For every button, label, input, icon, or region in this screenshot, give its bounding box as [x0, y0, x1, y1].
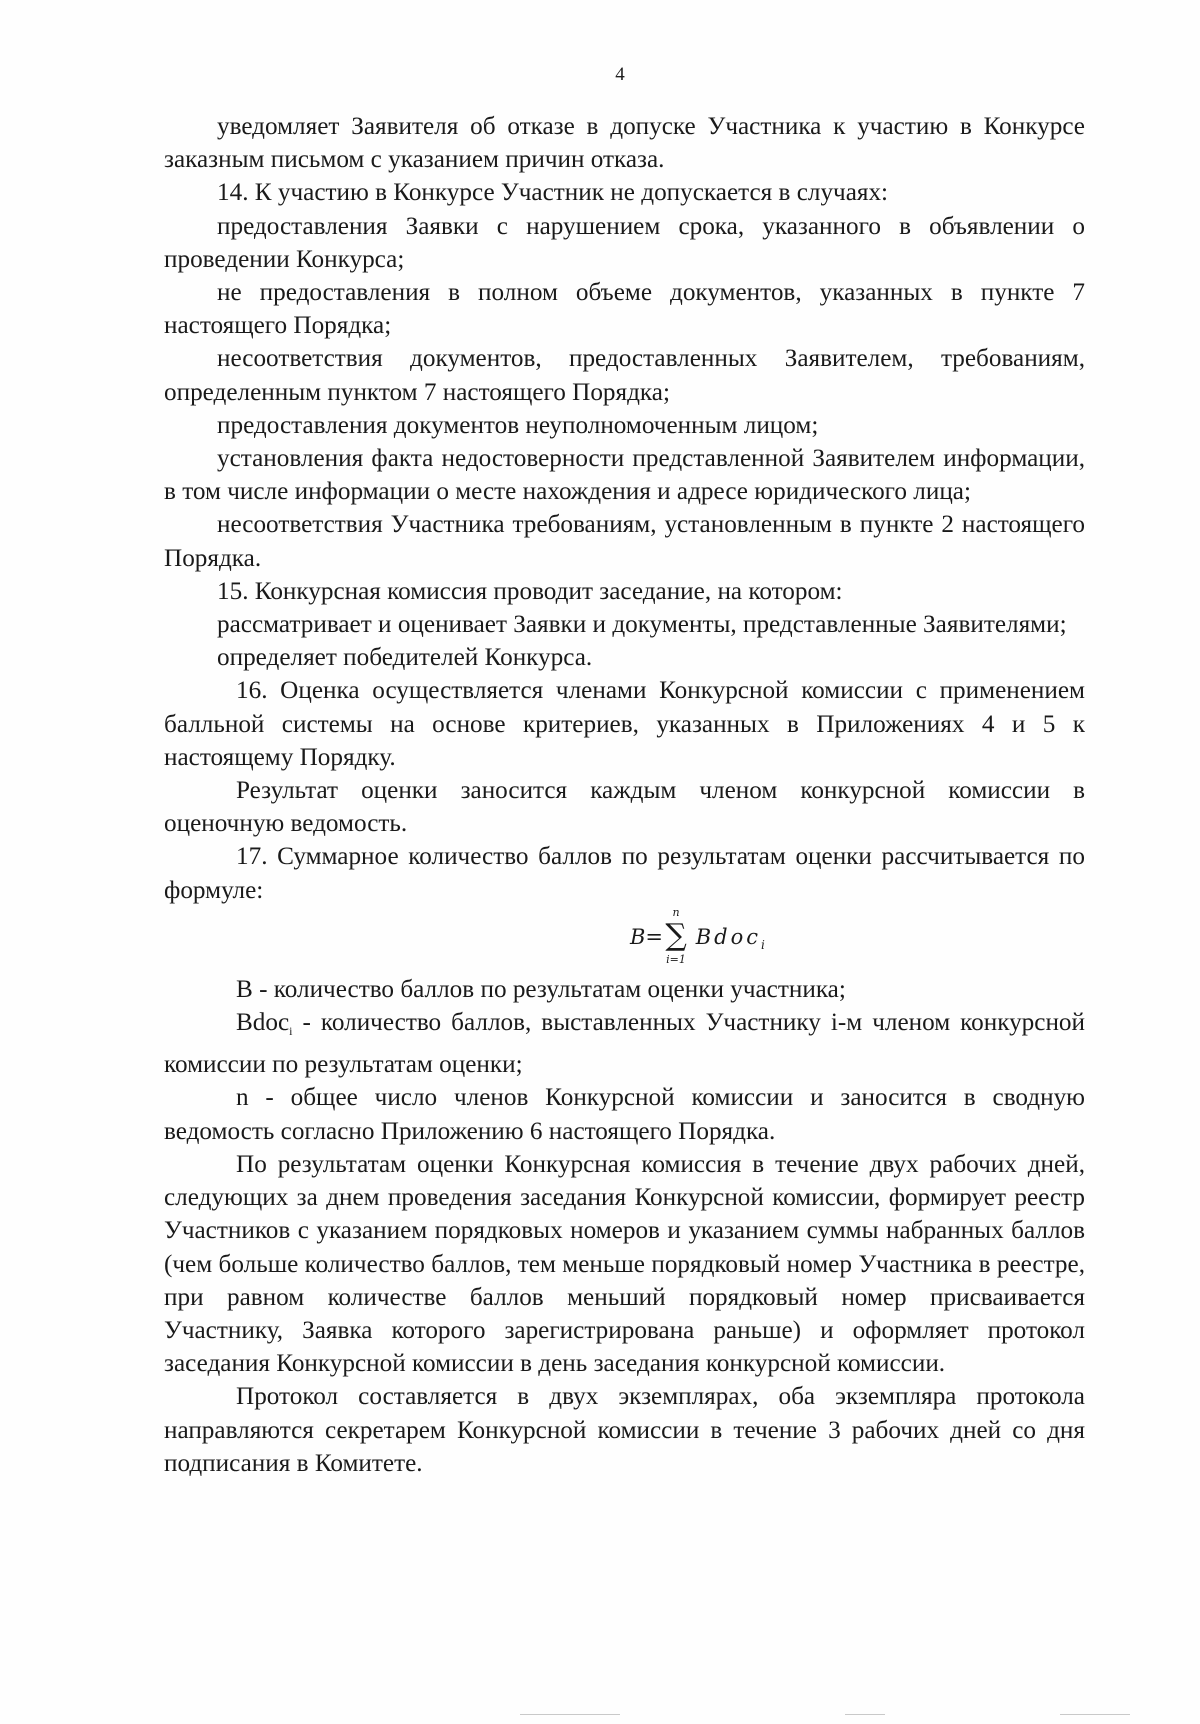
- paragraph-registry: По результатам оценки Конкурсная комиссия в течение двух рабочих дней, следующих за днем проведения заседания Конкурсной комиссии, формирует реестр Участников с указанием порядковых номеров и указанием суммы набранных баллов (чем больше количество баллов, тем меньше порядковый номер Участника в реестре, при равном количестве баллов меньший порядковый номер присваивается Участнику, Заявка которого зарегистрирована раньше) и оформляет протокол заседания Конкурсной комиссии в день заседания конкурсной комиссии.: [164, 1150, 1085, 1378]
- definition-bdoc: [164, 1006, 1085, 1081]
- sum-lower-limit: i=1: [666, 953, 686, 967]
- formula-term-subscript: i: [761, 937, 765, 952]
- definition-b: B - количество баллов по результатам оценки участника;: [236, 975, 846, 1003]
- sum-upper-limit: n: [672, 906, 680, 920]
- paragraph-participant-nonconformity: несоответствия Участника требованиям, установленным в пункте 2 настоящего Порядка.: [164, 511, 1085, 572]
- paragraph-incomplete-documents: не предоставления в полном объеме документов, указанных в пункте 7 настоящего Порядка;: [164, 279, 1085, 340]
- paragraph-refusal-notice: уведомляет Заявителя об отказе в допуске Участника к участию в Конкурсе заказным письмом с указанием причин отказа.: [164, 113, 1085, 174]
- definition-n: n - общее число членов Конкурсной комиссии и заносится в сводную ведомость согласно Приложению 6 настоящего Порядка.: [164, 1084, 1085, 1145]
- paragraph-review-applications: рассматривает и оценивает Заявки и документы, представленные Заявителями;: [217, 611, 1067, 639]
- paragraph-unauthorized-person: предоставления документов неуполномоченным лицом;: [217, 411, 819, 439]
- formula-term: Bdoc: [695, 924, 761, 949]
- paragraph-false-information: установления факта недостоверности представленной Заявителем информации, в том числе информации о месте нахождения и адресе юридического лица;: [164, 445, 1085, 506]
- formula-lhs: B=: [630, 924, 664, 949]
- scan-artifact-line: [845, 1714, 885, 1715]
- scan-artifact-line: [1060, 1714, 1130, 1715]
- bdoc-description: - количество баллов, выставленных Участнику i-м членом конкурсной комиссии по результатам оценки;: [164, 1009, 1085, 1079]
- bdoc-subscript: i: [289, 1024, 293, 1039]
- paragraph-evaluation-result: Результат оценки заносится каждым членом конкурсной комиссии в оценочную ведомость.: [164, 777, 1085, 838]
- paragraph-section-17: 17. Суммарное количество баллов по результатам оценки рассчитывается по формуле:: [164, 843, 1085, 904]
- document-body: [164, 110, 1085, 1480]
- paragraph-section-14: 14. К участию в Конкурсе Участник не допускается в случаях:: [217, 179, 889, 207]
- page-number: 4: [615, 64, 625, 85]
- score-formula: [164, 907, 1085, 973]
- summation-symbol: n ∑ i=1: [663, 921, 689, 955]
- paragraph-nonconforming-documents: несоответствия документов, предоставленных Заявителем, требованиям, определенным пунктом 7 настоящего Порядка;: [164, 345, 1085, 406]
- paragraph-determine-winners: определяет победителей Конкурса.: [217, 644, 593, 672]
- paragraph-late-submission: предоставления Заявки с нарушением срока, указанного в объявлении о проведении Конкурса;: [164, 212, 1085, 273]
- paragraph-protocol: Протокол составляется в двух экземплярах, оба экземпляра протокола направляются секретарем Конкурсной комиссии в течение 3 рабочих дней со дня подписания в Комитете.: [164, 1383, 1085, 1477]
- paragraph-section-15: 15. Конкурсная комиссия проводит заседание, на котором:: [217, 577, 843, 605]
- bdoc-label: Bdoc: [236, 1009, 290, 1037]
- scan-artifact-line: [520, 1714, 620, 1715]
- paragraph-section-16: 16. Оценка осуществляется членами Конкурсной комиссии с применением балльной системы на основе критериев, указанных в Приложениях 4 и 5 к настоящему Порядку.: [164, 677, 1085, 771]
